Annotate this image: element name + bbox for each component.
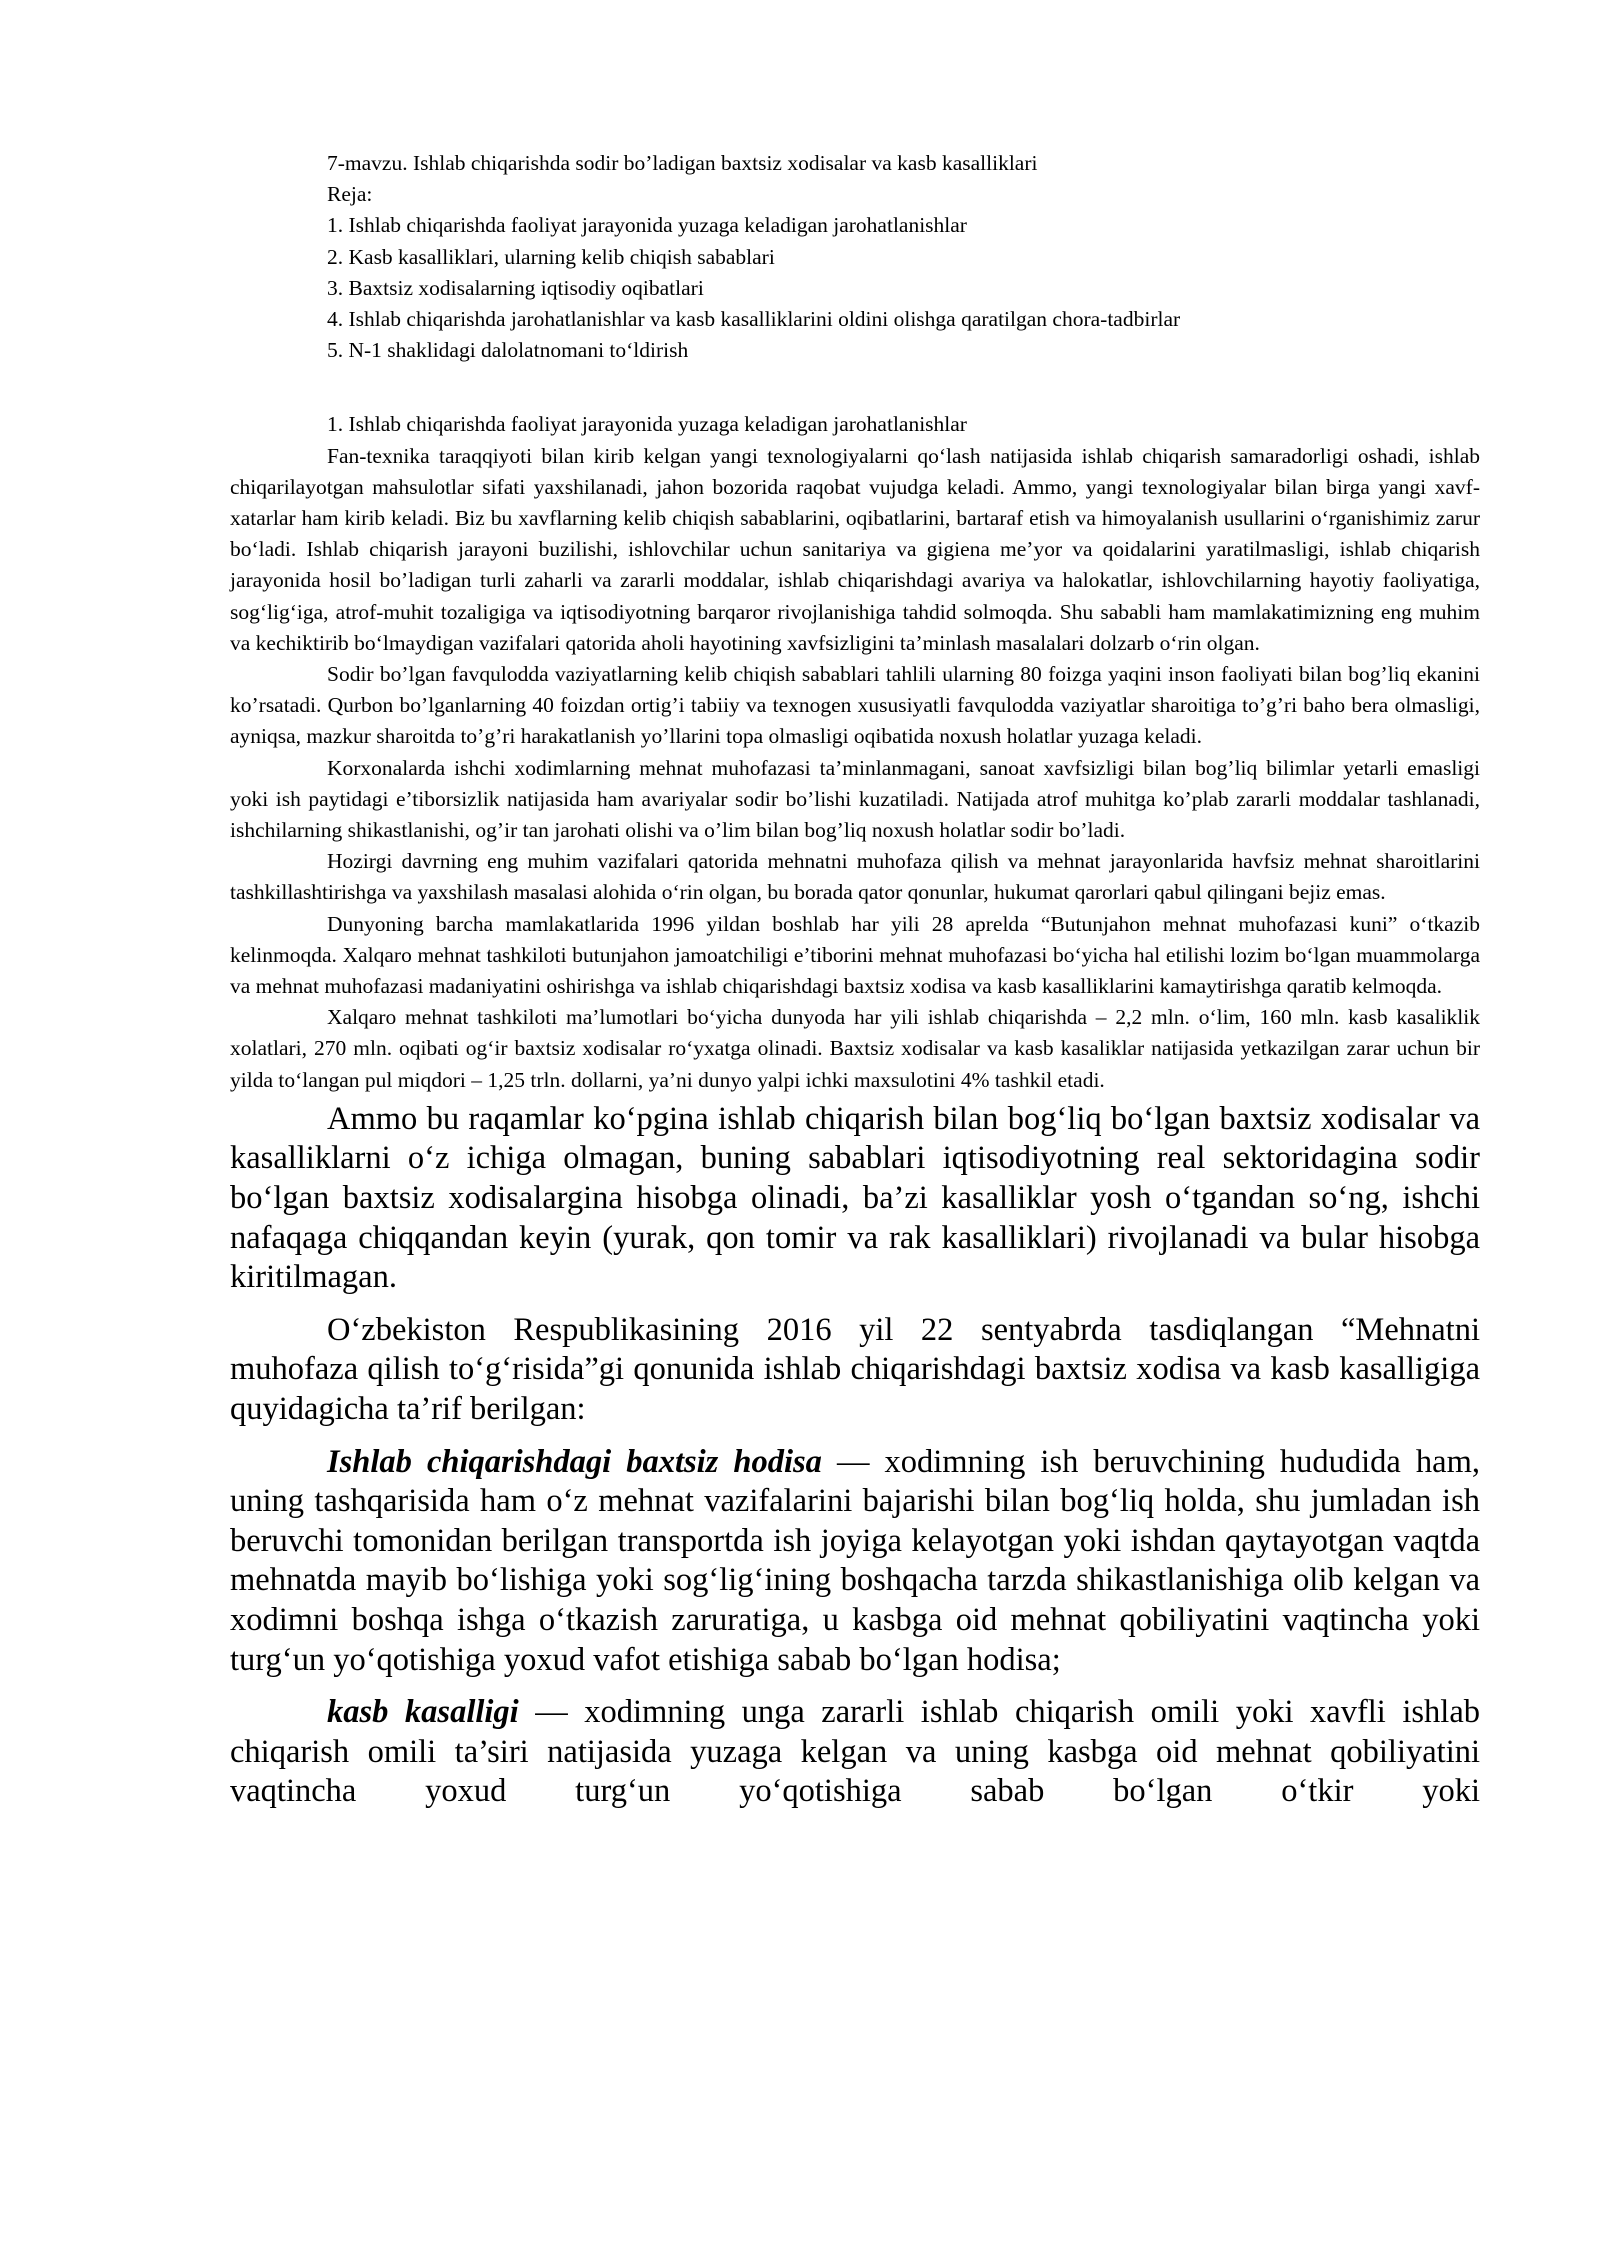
definition-text: — xodimning unga zararli ishlab chiqarish omili yoki xavfli ishlab chiqarish omili ta’siri natijasida yuzaga kelgan va uning kasbga oid mehnat qobiliyatini vaqtincha yoxud turg‘un yo‘qotishiga sabab bo‘lgan o‘tkir yoki <box>230 1694 1480 1810</box>
plan-item: 3. Baxtsiz xodisalarning iqtisodiy oqibatlari <box>327 275 704 300</box>
definition-paragraph <box>230 1443 1480 1681</box>
paragraph: Sodir bo’lgan favqulodda vaziyatlarning kelib chiqish sabablari tahlili ularning 80 foizga yaqini inson faoliyati bilan bog’liq ekanini ko’rsatadi. Qurbon bo’lganlarning 40 foizdan ortig’i tabiiy va texnogen xususiyatli favqulodda vaziyatlar sharoitiga to’g’ri baho bera olmasligi, ayniqsa, mazkur sharoitda to’g’ri harakatlanish yo’llarini topa olmasligi oqibatida noxush holatlar yuzaga keladi. <box>230 662 1480 749</box>
plan-item: 2. Kasb kasalliklari, ularning kelib chiqish sabablari <box>327 244 775 269</box>
paragraph: Fan-texnika taraqqiyoti bilan kirib kelgan yangi texnologiyalarni qo‘lash natijasida ishlab chiqarish samaradorligi oshadi, ishlab chiqarilayotgan mahsulotlar sifati yaxshilanadi, jahon bozorida raqobat vujudga keladi. Ammo, yangi texnologiyalar bilan birga yangi xavf-xatarlar ham kirib keladi. Biz bu xavflarning kelib chiqish sabablarini, oqibatlarini, bartaraf etish va himoyalanish usullarini o‘rganishimiz zarur bo‘ladi. Ishlab chiqarish jarayoni buzilishi, ishlovchilar uchun sanitariya va gigiena me’yor va qoidalarini yaratilmasligi, ishlab chiqarish jarayonida hosil bo’ladigan turli zaharli va zararli moddalar, ishlab chiqarishdagi avariya va halokatlar, ishlovchilarning hayotiy faoliyatiga, sog‘lig‘iga, atrof-muhit tozaligiga va iqtisodiyotning barqaror rivojlanishiga tahdid solmoqda. Shu sababli ham mamlakatimizning eng muhim va kechiktirib bo‘lmaydigan vazifalari qatorida aholi hayotining xavfsizligini ta’minlash masalalari dolzarb o‘rin olgan. <box>230 443 1480 655</box>
paragraph: Xalqaro mehnat tashkiloti ma’lumotlari bo‘yicha dunyoda har yili ishlab chiqarishda – 2,2 mln. o‘lim, 160 mln. kasb kasaliklik xolatlari, 270 mln. oqibati og‘ir baxtsiz xodisalar ro‘yxatga olinadi. Baxtsiz xodisalar va kasb kasaliklar natijasida yetkazilgan zarar uchun bir yilda to‘langan pul miqdori – 1,25 trln. dollarni, ya’ni dunyo yalpi ichki maxsulotini 4% tashkil etadi. <box>230 1005 1480 1092</box>
paragraph: Hozirgi davrning eng muhim vazifalari qatorida mehnatni muhofaza qilish va mehnat jarayonlarida havfsiz mehnat sharoitlarini tashkillashtirishga va yaxshilash masalasi alohida o‘rin olgan, bu borada qator qonunlar, hukumat qarorlari qabul qilingani bejiz emas. <box>230 849 1480 905</box>
plan-item: 5. N-1 shaklidagi dalolatnomani to‘ldirish <box>327 338 689 363</box>
plan-item: 4. Ishlab chiqarishda jarohatlanishlar va kasb kasalliklarini oldini olishga qaratilgan chora-tadbirlar <box>327 307 1181 332</box>
paragraph: Ammo bu raqamlar ko‘pgina ishlab chiqarish bilan bog‘liq bo‘lgan baxtsiz xodisalar va kasalliklarni o‘z ichiga olmagan, buning sabablari iqtisodiyotning real sektoridagina sodir bo‘lgan baxtsiz xodisalargina hisobga olinadi, ba’zi kasalliklar yosh o‘tgandan so‘ng, ishchi nafaqaga chiqqandan keyin (yurak, qon tomir va rak kasalliklari) rivojlanadi va bular hisobga kiritilmagan. <box>230 1100 1480 1296</box>
outline-block <box>230 148 1480 366</box>
spacer <box>230 366 1480 409</box>
section-title: 1. Ishlab chiqarishda faoliyat jarayonida yuzaga keladigan jarohatlanishlar <box>327 412 967 437</box>
defined-term: kasb kasalligi <box>327 1694 519 1731</box>
topic-title: 7-mavzu. Ishlab chiqarishda sodir bo’ladigan baxtsiz xodisalar va kasb kasalliklari <box>327 151 1038 175</box>
section-1 <box>230 409 1480 1095</box>
definition-text: — xodimning ish beruvchining hududida ham, uning tashqarisida ham o‘z mehnat vazifalarini bajarishi bilan bog‘liq holda, shu jumladan ish beruvchi tomonidan berilgan transportda ish joyiga kelayotgan yoki ishdan qaytayotgan vaqtda mehnatda mayib bo‘lishiga yoki sog‘lig‘ining boshqacha tarzda shikastlanishiga olib kelgan va xodimni boshqa ishga o‘tkazish zaruratiga, u kasbga oid mehnat qobiliyatini vaqtincha yoki turg‘un yo‘qotishiga yoxud vafot etishiga sabab bo‘lgan hodisa; <box>230 1443 1480 1678</box>
paragraph: Dunyoning barcha mamlakatlarida 1996 yildan boshlab har yili 28 aprelda “Butunjahon mehnat muhofazasi kuni” o‘tkazib kelinmoqda. Xalqaro mehnat tashkiloti butunjahon jamoatchiligi e’tiborini mehnat muhofazasi bo‘yicha hal etilishi lozim bo‘lgan muammolarga va mehnat muhofazasi madaniyatini oshirishga va ishlab chiqarishdagi baxtsiz xodisa va kasb kasalliklarini kamaytirishga qaratib kelmoqda. <box>230 911 1480 999</box>
document-body <box>230 148 1480 1812</box>
plan-label: Reja: <box>327 182 373 207</box>
defined-term: Ishlab chiqarishdagi baxtsiz hodisa <box>327 1443 822 1480</box>
plan-item: 1. Ishlab chiqarishda faoliyat jarayonida yuzaga keladigan jarohatlanishlar <box>327 213 967 238</box>
definition-paragraph <box>230 1693 1480 1812</box>
paragraph: Korxonalarda ishchi xodimlarning mehnat muhofazasi ta’minlanmagani, sanoat xavfsizligi bilan bog’liq bilimlar yetarli emasligi yoki ish paytidagi e’tiborsizlik natijasida ham avariyalar sodir bo’lishi kuzatiladi. Natijada atrof muhitga ko’plab zararli moddalar tashlanadi, ishchilarning shikastlanishi, og’ir tan jarohati olishi va o’lim bilan bog’liq noxush holatlar sodir bo’ladi. <box>230 755 1480 843</box>
large-text-block <box>230 1100 1480 1812</box>
paragraph: O‘zbekiston Respublikasining 2016 yil 22 sentyabrda tasdiqlangan “Mehnatni muhofaza qilish to‘g‘risida”gi qonunida ishlab chiqarishdagi baxtsiz xodisa va kasb kasalligiga quyidagicha ta’rif berilgan: <box>230 1311 1480 1428</box>
